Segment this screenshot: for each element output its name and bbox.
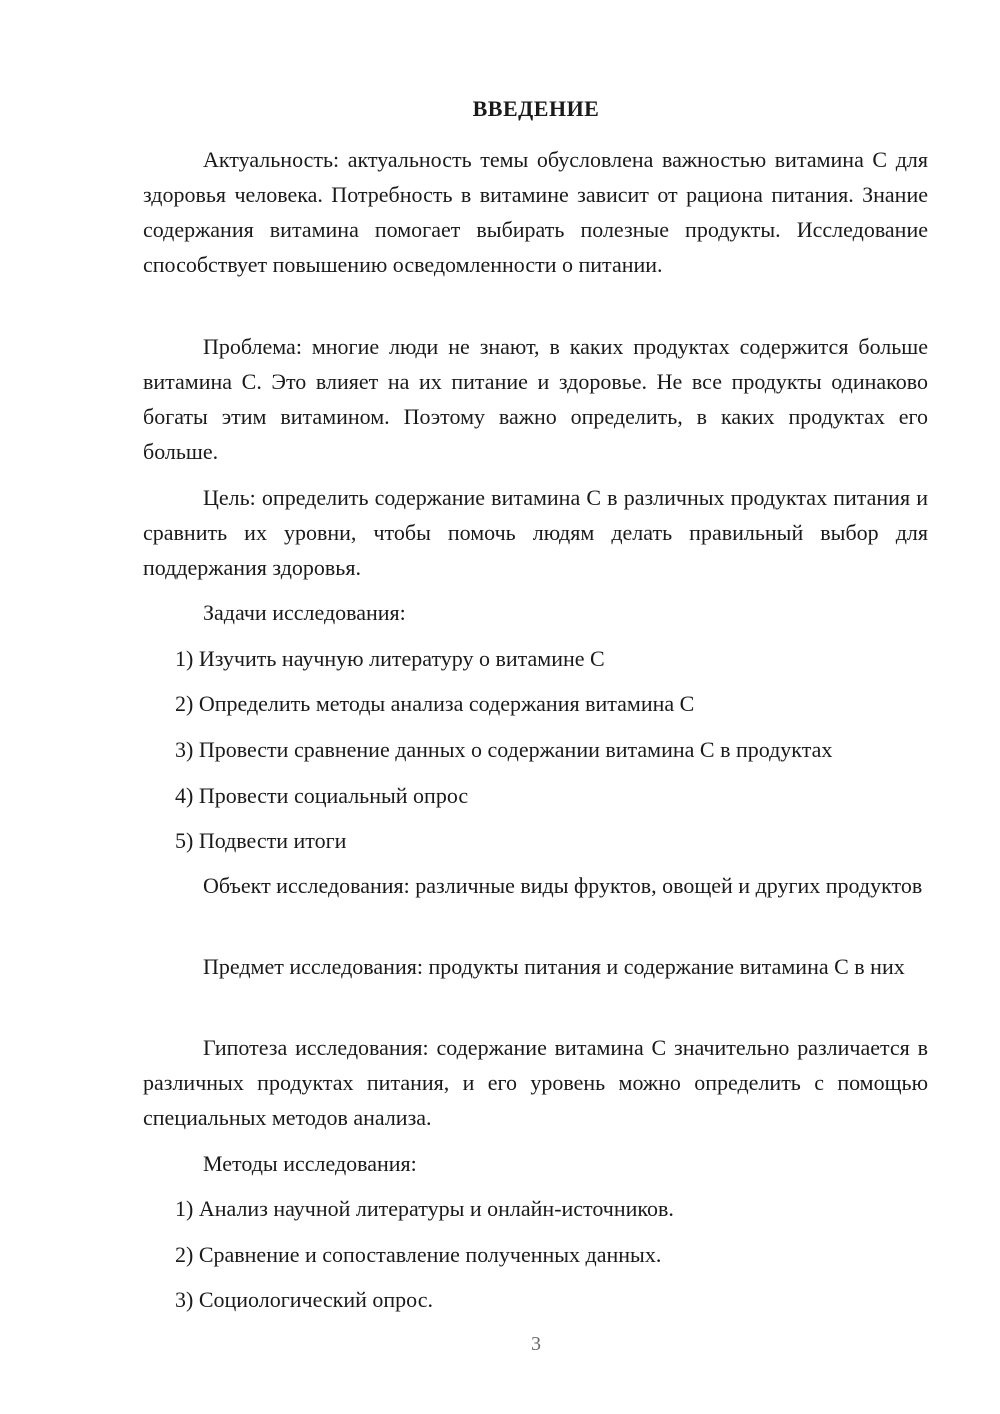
page-title: ВВЕДЕНИЕ	[472, 96, 600, 121]
hypothesis-paragraph: Гипотеза исследования: содержание витамина С значительно различается в различных продуктах питания, и его уровень можно определить с помощью специальных методов анализа.	[143, 1035, 928, 1130]
object-paragraph: Объект исследования: различные виды фруктов, овощей и других продуктов	[203, 873, 923, 898]
task-item: 5) Подвести итоги	[175, 828, 347, 853]
problem-paragraph: Проблема: многие люди не знают, в каких продуктах содержится больше витамина С. Это влияет на их питание и здоровье. Не все продукты одинаково богаты этим витамином. Поэтому важно определить, в каких продуктах его больше.	[143, 334, 928, 464]
task-item: 2) Определить методы анализа содержания витамина С	[175, 691, 695, 716]
relevance-paragraph: Актуальность: актуальность темы обусловлена важностью витамина С для здоровья человека. Потребность в витамине зависит от рациона питания. Знание содержания витамина помогает выбирать полезные продукты. Исследование способствует повышению осведомленности о питании.	[143, 147, 928, 277]
subject-paragraph: Предмет исследования: продукты питания и содержание витамина С в них	[203, 954, 905, 979]
task-item: 1) Изучить научную литературу о витамине С	[175, 646, 605, 671]
page-number: 3	[531, 1333, 541, 1355]
method-item: 3) Социологический опрос.	[175, 1287, 433, 1312]
task-item: 3) Провести сравнение данных о содержании витамина С в продуктах	[175, 737, 833, 762]
task-item: 4) Провести социальный опрос	[175, 783, 469, 808]
methods-heading: Методы исследования:	[203, 1151, 417, 1176]
tasks-heading: Задачи исследования:	[203, 600, 406, 625]
method-item: 1) Анализ научной литературы и онлайн-источников.	[175, 1196, 674, 1221]
method-item: 2) Сравнение и сопоставление полученных данных.	[175, 1242, 662, 1267]
goal-paragraph: Цель: определить содержание витамина С в различных продуктах питания и сравнить их уровни, чтобы помочь людям делать правильный выбор для поддержания здоровья.	[143, 485, 928, 580]
